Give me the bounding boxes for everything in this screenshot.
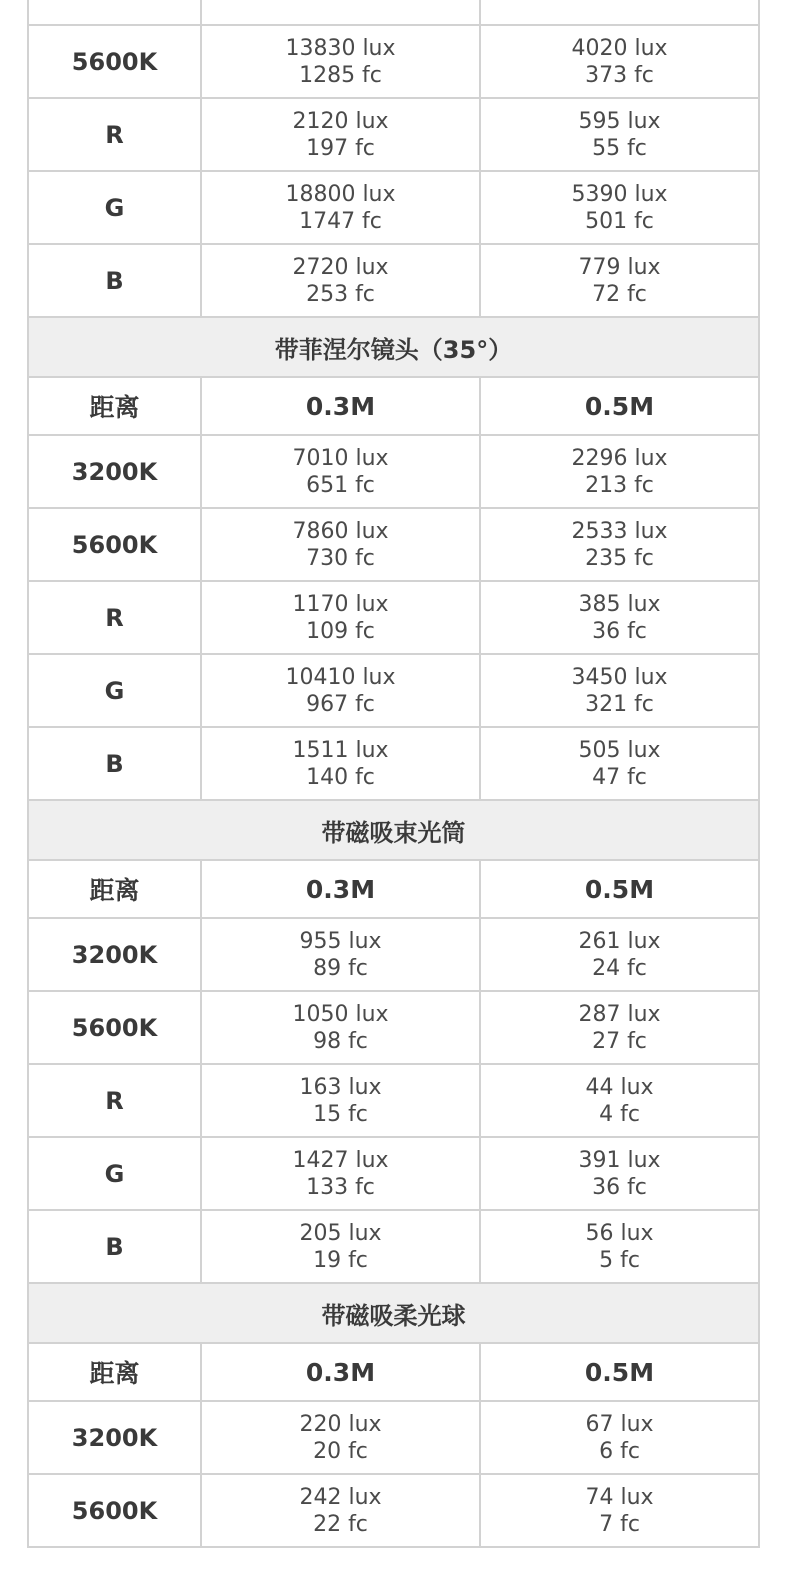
- distance-0-3m-header: 0.3M: [201, 1343, 480, 1401]
- row-label: G: [28, 171, 201, 244]
- fc-value: 140 fc: [306, 764, 375, 790]
- section-title: 带磁吸束光筒: [28, 800, 759, 860]
- distance-0-5m-header: 0.5M: [480, 377, 759, 435]
- table-row: [28, 1474, 759, 1547]
- value-0-5m-cell: [480, 98, 759, 171]
- fc-value: 7 fc: [599, 1511, 640, 1537]
- row-label: 5600K: [28, 991, 201, 1064]
- fc-value: 27 fc: [592, 1028, 647, 1054]
- row-label: G: [28, 1137, 201, 1210]
- value-0-3m-cell: [201, 1137, 480, 1210]
- section-title: 带磁吸柔光球: [28, 1283, 759, 1343]
- distance-header-row: [28, 860, 759, 918]
- value-0-5m-cell: [480, 25, 759, 98]
- value-0-3m-cell: [201, 171, 480, 244]
- distance-0-3m-header: 0.3M: [201, 860, 480, 918]
- lux-value: 2720 lux: [292, 254, 389, 280]
- lux-value: 242 lux: [299, 1484, 382, 1510]
- value-0-5m-cell: [480, 1137, 759, 1210]
- lux-value: 1511 lux: [292, 737, 389, 763]
- value-0-5m-cell: [480, 1474, 759, 1547]
- lux-value: 779 lux: [578, 254, 661, 280]
- value-0-5m-cell: [480, 171, 759, 244]
- lux-value: 1170 lux: [292, 591, 389, 617]
- fc-value: 253 fc: [306, 281, 375, 307]
- fc-value: [481, 0, 758, 2]
- lux-value: 220 lux: [299, 1411, 382, 1437]
- fc-value: 651 fc: [306, 472, 375, 498]
- row-label: 3200K: [28, 918, 201, 991]
- value-0-5m-cell: [480, 244, 759, 317]
- table-row: [28, 171, 759, 244]
- value-0-3m-cell: [201, 918, 480, 991]
- lux-value: 2296 lux: [571, 445, 668, 471]
- value-0-5m-cell: [480, 654, 759, 727]
- distance-0-3m-header: 0.3M: [201, 377, 480, 435]
- value-0-3m-cell: [201, 1474, 480, 1547]
- lux-value: 7010 lux: [292, 445, 389, 471]
- fc-value: 36 fc: [592, 618, 647, 644]
- lux-value: 505 lux: [578, 737, 661, 763]
- lux-value: 67 lux: [585, 1411, 654, 1437]
- lux-value: 56 lux: [585, 1220, 654, 1246]
- table-row: [28, 98, 759, 171]
- fc-value: 5 fc: [599, 1247, 640, 1273]
- section-title-row: [28, 317, 759, 377]
- row-label: B: [28, 727, 201, 800]
- value-0-5m-cell: [480, 918, 759, 991]
- value-0-3m-cell: [201, 508, 480, 581]
- value-0-5m-cell: [480, 1210, 759, 1283]
- value-0-5m-cell: [480, 435, 759, 508]
- lux-value: 4020 lux: [571, 35, 668, 61]
- fc-value: 47 fc: [592, 764, 647, 790]
- table-row: [28, 654, 759, 727]
- fc-value: 89 fc: [313, 955, 368, 981]
- lux-value: 385 lux: [578, 591, 661, 617]
- value-0-3m-cell: [201, 0, 480, 25]
- lux-value: 5390 lux: [571, 181, 668, 207]
- lux-value: 1427 lux: [292, 1147, 389, 1173]
- fc-value: 235 fc: [585, 545, 654, 571]
- row-label: G: [28, 654, 201, 727]
- value-0-5m-cell: [480, 727, 759, 800]
- value-0-3m-cell: [201, 727, 480, 800]
- table-row: [28, 244, 759, 317]
- row-label: 3200K: [28, 1401, 201, 1474]
- row-label: B: [28, 244, 201, 317]
- illuminance-table-body: [28, 0, 759, 1547]
- illuminance-table-container: [27, 0, 758, 1548]
- section-title: 带菲涅尔镜头（35°）: [28, 317, 759, 377]
- fc-value: 730 fc: [306, 545, 375, 571]
- row-label: 5600K: [28, 508, 201, 581]
- value-0-5m-cell: [480, 0, 759, 25]
- distance-label: 距离: [28, 377, 201, 435]
- row-label: [28, 0, 201, 25]
- lux-value: 3450 lux: [571, 664, 668, 690]
- lux-value: 44 lux: [585, 1074, 654, 1100]
- table-row: [28, 1210, 759, 1283]
- lux-value: 2533 lux: [571, 518, 668, 544]
- distance-header-row: [28, 377, 759, 435]
- table-row: [28, 918, 759, 991]
- table-row: [28, 435, 759, 508]
- lux-value: 7860 lux: [292, 518, 389, 544]
- section-title-row: [28, 1283, 759, 1343]
- lux-value: 955 lux: [299, 928, 382, 954]
- fc-value: 55 fc: [592, 135, 647, 161]
- table-row: [28, 508, 759, 581]
- fc-value: 967 fc: [306, 691, 375, 717]
- fc-value: 4 fc: [599, 1101, 640, 1127]
- lux-value: 595 lux: [578, 108, 661, 134]
- table-row: [28, 1137, 759, 1210]
- fc-value: 15 fc: [313, 1101, 368, 1127]
- section-title-row: [28, 800, 759, 860]
- value-0-3m-cell: [201, 1210, 480, 1283]
- value-0-5m-cell: [480, 1064, 759, 1137]
- value-0-5m-cell: [480, 1401, 759, 1474]
- row-label: R: [28, 98, 201, 171]
- value-0-5m-cell: [480, 508, 759, 581]
- row-label: 3200K: [28, 435, 201, 508]
- fc-value: 213 fc: [585, 472, 654, 498]
- lux-value: 163 lux: [299, 1074, 382, 1100]
- lux-value: 18800 lux: [285, 181, 396, 207]
- illuminance-table: [27, 0, 760, 1548]
- fc-value: 19 fc: [313, 1247, 368, 1273]
- value-0-3m-cell: [201, 244, 480, 317]
- fc-value: 197 fc: [306, 135, 375, 161]
- fc-value: 1285 fc: [299, 62, 382, 88]
- row-label: 5600K: [28, 25, 201, 98]
- fc-value: 109 fc: [306, 618, 375, 644]
- fc-value: 20 fc: [313, 1438, 368, 1464]
- distance-label: 距离: [28, 860, 201, 918]
- distance-header-row: [28, 1343, 759, 1401]
- table-row: [28, 581, 759, 654]
- table-row: [28, 1401, 759, 1474]
- fc-value: 6 fc: [599, 1438, 640, 1464]
- fc-value: [202, 0, 479, 2]
- value-0-3m-cell: [201, 98, 480, 171]
- row-label: B: [28, 1210, 201, 1283]
- table-row: [28, 25, 759, 98]
- distance-0-5m-header: 0.5M: [480, 860, 759, 918]
- table-row: [28, 727, 759, 800]
- row-label: R: [28, 1064, 201, 1137]
- value-0-3m-cell: [201, 1401, 480, 1474]
- fc-value: 36 fc: [592, 1174, 647, 1200]
- lux-value: 287 lux: [578, 1001, 661, 1027]
- lux-value: 261 lux: [578, 928, 661, 954]
- value-0-3m-cell: [201, 991, 480, 1064]
- table-row: [28, 1064, 759, 1137]
- value-0-3m-cell: [201, 581, 480, 654]
- lux-value: 13830 lux: [285, 35, 396, 61]
- fc-value: 22 fc: [313, 1511, 368, 1537]
- value-0-3m-cell: [201, 435, 480, 508]
- lux-value: 1050 lux: [292, 1001, 389, 1027]
- row-label: R: [28, 581, 201, 654]
- fc-value: 321 fc: [585, 691, 654, 717]
- value-0-5m-cell: [480, 581, 759, 654]
- fc-value: 98 fc: [313, 1028, 368, 1054]
- value-0-3m-cell: [201, 1064, 480, 1137]
- table-row: [28, 991, 759, 1064]
- fc-value: 24 fc: [592, 955, 647, 981]
- value-0-3m-cell: [201, 25, 480, 98]
- lux-value: 74 lux: [585, 1484, 654, 1510]
- distance-0-5m-header: 0.5M: [480, 1343, 759, 1401]
- fc-value: 133 fc: [306, 1174, 375, 1200]
- row-label: 5600K: [28, 1474, 201, 1547]
- lux-value: 391 lux: [578, 1147, 661, 1173]
- lux-value: 205 lux: [299, 1220, 382, 1246]
- value-0-5m-cell: [480, 991, 759, 1064]
- fc-value: 1747 fc: [299, 208, 382, 234]
- lux-value: 10410 lux: [285, 664, 396, 690]
- lux-value: 2120 lux: [292, 108, 389, 134]
- distance-label: 距离: [28, 1343, 201, 1401]
- fc-value: 72 fc: [592, 281, 647, 307]
- fc-value: 373 fc: [585, 62, 654, 88]
- value-0-3m-cell: [201, 654, 480, 727]
- table-row: [28, 0, 759, 25]
- fc-value: 501 fc: [585, 208, 654, 234]
